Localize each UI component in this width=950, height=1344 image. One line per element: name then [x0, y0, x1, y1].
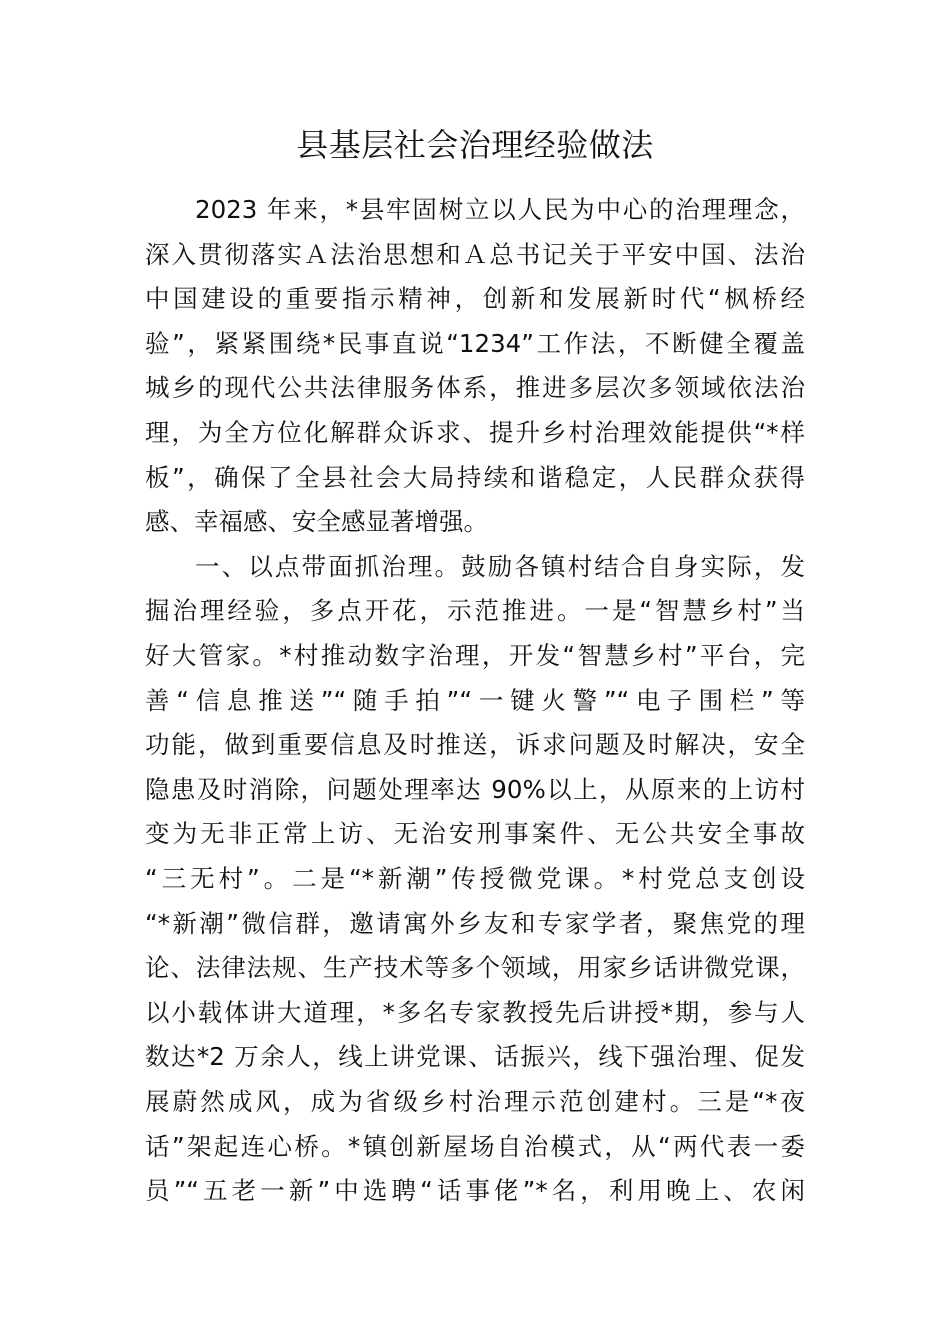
- paragraph-line: 论、法律法规、生产技术等多个领域，用家乡话讲微党课，: [145, 953, 805, 983]
- paragraph-line: 善“信息推送”“随手拍”“一键火警”“电子围栏”等: [145, 685, 805, 715]
- paragraph-line: 板”，确保了全县社会大局持续和谐稳定，人民群众获得: [145, 462, 805, 492]
- paragraph-line: “*新潮”微信群，邀请寓外乡友和专家学者，聚焦党的理: [145, 908, 805, 938]
- paragraph-line: 城乡的现代公共法律服务体系，推进多层次多领域依法治: [145, 373, 805, 403]
- paragraph-line: 掘治理经验，多点开花，示范推进。一是“智慧乡村”当: [145, 596, 805, 626]
- paragraph-line: 2023 年来，*县牢固树立以人民为中心的治理理念，: [195, 195, 805, 224]
- paragraph-line: 以小载体讲大道理，*多名专家教授先后讲授*期，参与人: [145, 997, 805, 1027]
- paragraph-line: 数达*2 万余人，线上讲党课、话振兴，线下强治理、促发: [145, 1042, 805, 1072]
- paragraph-line: 一、以点带面抓治理。鼓励各镇村结合自身实际，发: [195, 551, 805, 581]
- paragraph-line: 验”，紧紧围绕*民事直说“1234”工作法，不断健全覆盖: [145, 328, 805, 358]
- paragraph-line: 功能，做到重要信息及时推送，诉求问题及时解决，安全: [145, 730, 805, 760]
- paragraph-line: “三无村”。二是“*新潮”传授微党课。*村党总支创设: [145, 864, 805, 893]
- paragraph-line: 隐患及时消除，问题处理率达 90%以上，从原来的上访村: [145, 774, 805, 804]
- document-title: 县基层社会治理经验做法: [296, 126, 654, 164]
- paragraph-line: 中国建设的重要指示精神，创新和发展新时代“枫桥经: [145, 284, 805, 314]
- paragraph-line: 员”“五老一新”中选聘“话事佬”*名，利用晚上、农闲: [145, 1176, 805, 1206]
- paragraph-line: 好大管家。*村推动数字治理，开发“智慧乡村”平台，完: [145, 641, 805, 670]
- paragraph-line: 理，为全方位化解群众诉求、提升乡村治理效能提供“*样: [145, 418, 805, 447]
- paragraph-line: 变为无非正常上访、无治安刑事案件、无公共安全事故: [145, 819, 805, 849]
- paragraph-line: 感、幸福感、安全感显著增强。: [145, 507, 488, 537]
- paragraph-line: 话”架起连心桥。*镇创新屋场自治模式，从“两代表一委: [145, 1131, 805, 1161]
- paragraph-line: 深入贯彻落实Ａ法治思想和Ａ总书记关于平安中国、法治: [145, 239, 805, 269]
- paragraph-line: 展蔚然成风，成为省级乡村治理示范创建村。三是“*夜: [145, 1087, 805, 1116]
